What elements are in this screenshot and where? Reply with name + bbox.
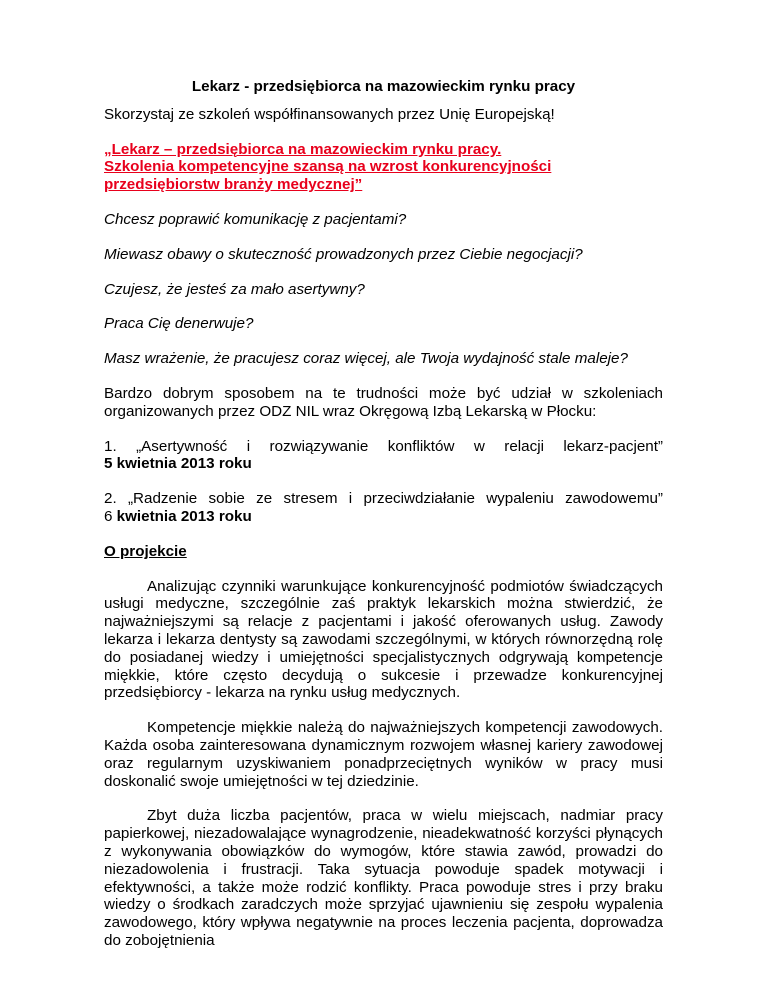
paragraph-1: Analizując czynniki warunkujące konkurencyjność podmiotów świadczących usługi medyczne, szczególnie zaś praktyk lekarskich można stwierdzić, że najważniejszymi są relacje z pacjentami i jakość oferowanych usług. Zawody lekarza i lekarza dentysty są zawodami szczególnymi, w których równorzędną rolę do posiadanej wiedzy i umiejętności specjalistycznych odgrywają kompetencje miękkie, które często decydują o sukcesie i przewadze konkurencyjnej przedsiębiorcy - lekarza na rynku usług medycznych. <box>104 577 663 702</box>
training-1-date: 5 kwietnia 2013 roku <box>104 455 252 473</box>
section-heading: O projekcie <box>104 542 187 560</box>
document-title: Lekarz - przedsiębiorca na mazowieckim rynku pracy <box>191 78 576 95</box>
project-name-line-2: Szkolenia kompetencyjne szansą na wzrost konkurencyjności przedsiębiorstw branży medycznej” <box>104 158 552 194</box>
training-2-title: 2. „Radzenie sobie ze stresem i przeciwdziałanie wypaleniu zawodowemu” <box>104 490 663 508</box>
project-name-line-1: „Lekarz – przedsiębiorca na mazowieckim rynku pracy. <box>104 140 502 158</box>
question-1: Chcesz poprawić komunikację z pacjentami? <box>104 210 407 228</box>
paragraph-3: Zbyt duża liczba pacjentów, praca w wielu miejscach, nadmiar pracy papierkowej, niezadowalające wynagrodzenie, nieadekwatność korzyści płynących z wykonywania obowiązków do wymogów, które stawia zawód, prowadzi do niezadowolenia i frustracji. Taka sytuacja powoduje spadek motywacji i efektywności, a także może rodzić konflikty. Praca powoduje stres i przy braku wiedzy o środkach zaradczych może sprzyjać ujawnieniu się zespołu wypalenia zawodowego, który wpływa negatywnie na proces leczenia pacjenta, doprowadza do zobojętnienia <box>104 807 663 949</box>
training-2-date-line <box>104 508 663 526</box>
training-2 <box>104 490 663 526</box>
question-3: Czujesz, że jesteś za mało asertywny? <box>104 280 365 298</box>
project-name <box>104 141 663 194</box>
training-2-date: kwietnia 2013 roku <box>116 507 252 525</box>
training-1-title: 1. „Asertywność i rozwiązywanie konfliktów w relacji lekarz-pacjent” <box>104 437 663 455</box>
lead-paragraph: Bardzo dobrym sposobem na te trudności może być udział w szkoleniach organizowanych przez ODZ NIL wraz Okręgową Izbą Lekarską w Płocku: <box>104 384 663 420</box>
intro-text: Skorzystaj ze szkoleń współfinansowanych przez Unię Europejską! <box>104 105 555 123</box>
question-2: Miewasz obawy o skuteczność prowadzonych przez Ciebie negocjacji? <box>104 245 583 263</box>
training-2-date-prefix: 6 <box>104 507 117 525</box>
training-1 <box>104 438 663 474</box>
question-5: Masz wrażenie, że pracujesz coraz więcej, ale Twoja wydajność stale maleje? <box>104 350 628 368</box>
question-4: Praca Cię denerwuje? <box>104 315 254 333</box>
training-1-date-line <box>104 455 663 473</box>
paragraph-2: Kompetencje miękkie należą do najważniejszych kompetencji zawodowych. Każda osoba zainteresowana dynamicznym rozwojem własnej kariery zawodowej oraz regularnym uzyskiwaniem ponadprzeciętnych wyników w pracy musi doskonalić swoje umiejętności w tej dziedzinie. <box>104 719 663 790</box>
